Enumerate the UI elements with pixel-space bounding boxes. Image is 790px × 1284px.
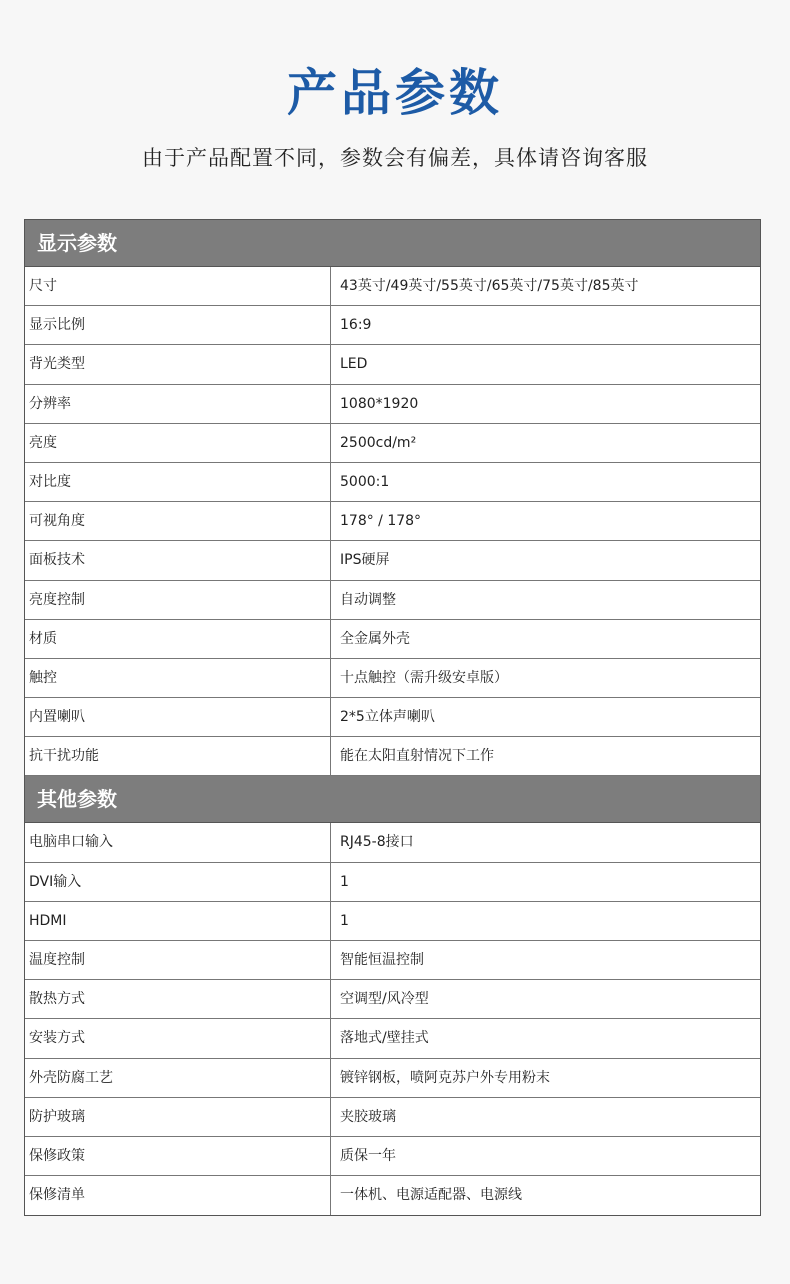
param-value: 十点触控（需升级安卓版） bbox=[340, 669, 508, 686]
param-name: 显示比例 bbox=[25, 306, 331, 344]
table-row bbox=[25, 1019, 760, 1058]
table-row bbox=[25, 385, 760, 424]
param-value: 一体机、电源适配器、电源线 bbox=[340, 1187, 522, 1204]
param-value: 夹胶玻璃 bbox=[340, 1108, 396, 1125]
param-name: 可视角度 bbox=[25, 502, 331, 540]
param-name: 电脑串口输入 bbox=[25, 823, 331, 861]
param-name: 外壳防腐工艺 bbox=[25, 1059, 331, 1097]
table-row bbox=[25, 863, 760, 902]
param-value: 全金属外壳 bbox=[340, 630, 410, 647]
param-value: 2*5立体声喇叭 bbox=[340, 709, 435, 726]
param-value: 43英寸/49英寸/55英寸/65英寸/75英寸/85英寸 bbox=[340, 278, 639, 294]
param-value: 1080*1920 bbox=[340, 395, 419, 412]
param-name: HDMI bbox=[25, 902, 331, 940]
param-name: 对比度 bbox=[25, 463, 331, 501]
param-name: 抗干扰功能 bbox=[25, 737, 331, 775]
table-row bbox=[25, 980, 760, 1019]
param-name: 散热方式 bbox=[25, 980, 331, 1018]
param-name: 保修清单 bbox=[25, 1176, 331, 1215]
param-value: 智能恒温控制 bbox=[340, 952, 424, 968]
param-name: 尺寸 bbox=[25, 267, 331, 305]
table-row bbox=[25, 345, 760, 384]
param-value: 空调型/风冷型 bbox=[340, 991, 429, 1008]
table-row bbox=[25, 737, 760, 776]
table-row bbox=[25, 541, 760, 580]
param-name: 背光类型 bbox=[25, 345, 331, 383]
param-value: 1 bbox=[340, 873, 349, 890]
param-name: 亮度 bbox=[25, 424, 331, 462]
param-value: IPS硬屏 bbox=[340, 552, 390, 569]
table-row bbox=[25, 620, 760, 659]
table-row bbox=[25, 306, 760, 345]
param-name: 安装方式 bbox=[25, 1019, 331, 1057]
table-row bbox=[25, 823, 760, 862]
table-row bbox=[25, 463, 760, 502]
table-row bbox=[25, 1098, 760, 1137]
table-row bbox=[25, 424, 760, 463]
table-row bbox=[25, 502, 760, 541]
param-value: 落地式/壁挂式 bbox=[340, 1030, 429, 1047]
table-row bbox=[25, 1137, 760, 1176]
spec-table bbox=[24, 219, 761, 1216]
param-value: 自动调整 bbox=[340, 591, 396, 608]
param-name: 触控 bbox=[25, 659, 331, 697]
page-subtitle: 由于产品配置不同，参数会有偏差，具体请咨询客服 bbox=[142, 146, 648, 170]
param-name: 分辨率 bbox=[25, 385, 331, 423]
table-row bbox=[25, 698, 760, 737]
table-row bbox=[25, 1059, 760, 1098]
param-value: 能在太阳直射情况下工作 bbox=[340, 748, 494, 765]
param-name: 内置喇叭 bbox=[25, 698, 331, 736]
param-value: 镀锌钢板，喷阿克苏户外专用粉末 bbox=[340, 1069, 550, 1086]
table-row bbox=[25, 659, 760, 698]
param-value: 质保一年 bbox=[340, 1147, 396, 1164]
table-row bbox=[25, 267, 760, 306]
param-value: 1 bbox=[340, 912, 349, 929]
table-row bbox=[25, 941, 760, 980]
param-value: 178° / 178° bbox=[340, 513, 422, 530]
page-title: 产品参数 bbox=[287, 64, 503, 122]
table-row bbox=[25, 902, 760, 941]
param-value: 2500cd/m² bbox=[340, 434, 417, 451]
param-name: DVI输入 bbox=[25, 863, 331, 901]
param-value: 5000:1 bbox=[340, 473, 390, 490]
section-header-other: 其他参数 bbox=[25, 776, 760, 823]
param-name: 材质 bbox=[25, 620, 331, 658]
param-value: 16:9 bbox=[340, 317, 372, 334]
table-row bbox=[25, 1176, 760, 1215]
table-row bbox=[25, 581, 760, 620]
param-name: 面板技术 bbox=[25, 541, 331, 579]
param-name: 亮度控制 bbox=[25, 581, 331, 619]
param-name: 保修政策 bbox=[25, 1137, 331, 1175]
section-header-display: 显示参数 bbox=[25, 220, 760, 267]
param-name: 防护玻璃 bbox=[25, 1098, 331, 1136]
param-value: LED bbox=[340, 356, 368, 373]
param-value: RJ45-8接口 bbox=[340, 834, 414, 851]
param-name: 温度控制 bbox=[25, 941, 331, 979]
